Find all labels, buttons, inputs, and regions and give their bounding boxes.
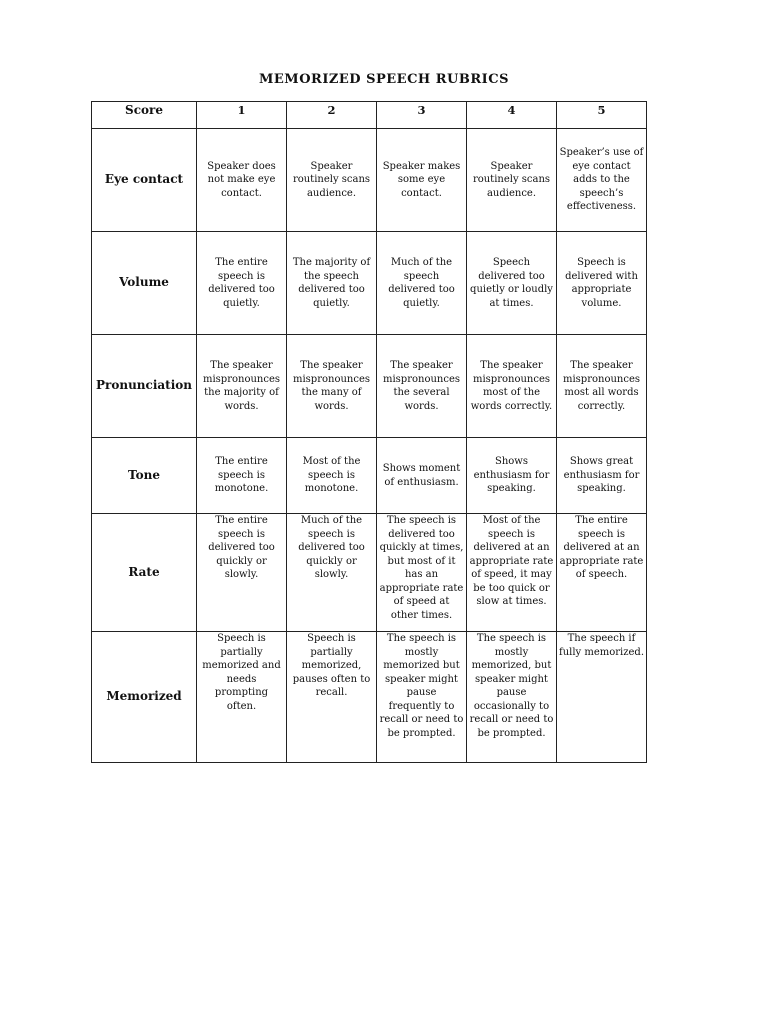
rubric-cell: The speech if fully memorized. — [557, 632, 647, 763]
rubric-cell: The entire speech is delivered too quickly or slowly. — [197, 514, 287, 632]
rubric-cell: The speech is delivered too quickly at times, but most of it has an appropriate rate of speed at other times. — [377, 514, 467, 632]
rubric-cell: Speech is delivered with appropriate volume. — [557, 232, 647, 335]
rubric-cell: Speech delivered too quietly or loudly at times. — [467, 232, 557, 335]
rubric-cell: Speech is partially memorized, pauses often to recall. — [287, 632, 377, 763]
criterion-label: Memorized — [92, 632, 197, 763]
rubric-cell: The speaker mispronounces most all words correctly. — [557, 335, 647, 438]
row-volume — [92, 232, 647, 335]
rubric-cell: The speaker mispronounces the majority of words. — [197, 335, 287, 438]
rubric-cell: The speaker mispronounces the several words. — [377, 335, 467, 438]
rubric-cell: Speaker makes some eye contact. — [377, 129, 467, 232]
criterion-label: Tone — [92, 438, 197, 514]
header-score-2: 2 — [287, 102, 377, 129]
rubric-cell: Speaker’s use of eye contact adds to the speech’s effectiveness. — [557, 129, 647, 232]
header-score-4: 4 — [467, 102, 557, 129]
criterion-label: Pronunciation — [92, 335, 197, 438]
rubric-cell: Speaker routinely scans audience. — [287, 129, 377, 232]
rubric-cell: The entire speech is delivered too quietly. — [197, 232, 287, 335]
rubric-table — [91, 101, 647, 763]
row-rate — [92, 514, 647, 632]
row-eye-contact — [92, 129, 647, 232]
row-memorized — [92, 632, 647, 763]
row-tone — [92, 438, 647, 514]
rubric-cell: The entire speech is delivered at an appropriate rate of speech. — [557, 514, 647, 632]
rubric-cell: Speaker does not make eye contact. — [197, 129, 287, 232]
rubric-cell: Speech is partially memorized and needs prompting often. — [197, 632, 287, 763]
rubric-cell: The speaker mispronounces the many of words. — [287, 335, 377, 438]
header-score: Score — [92, 102, 197, 129]
rubric-cell: Shows great enthusiasm for speaking. — [557, 438, 647, 514]
rubric-cell: The speech is mostly memorized but speaker might pause frequently to recall or need to be prompted. — [377, 632, 467, 763]
criterion-label: Rate — [92, 514, 197, 632]
header-score-3: 3 — [377, 102, 467, 129]
rubric-cell: Most of the speech is delivered at an appropriate rate of speed, it may be too quick or slow at times. — [467, 514, 557, 632]
rubric-cell: The speech is mostly memorized, but speaker might pause occasionally to recall or need to be prompted. — [467, 632, 557, 763]
header-score-5: 5 — [557, 102, 647, 129]
criterion-label: Volume — [92, 232, 197, 335]
rubric-cell: Much of the speech is delivered too quickly or slowly. — [287, 514, 377, 632]
header-score-1: 1 — [197, 102, 287, 129]
row-pronunciation — [92, 335, 647, 438]
rubric-cell: Shows enthusiasm for speaking. — [467, 438, 557, 514]
rubric-cell: The majority of the speech delivered too quietly. — [287, 232, 377, 335]
rubric-cell: The entire speech is monotone. — [197, 438, 287, 514]
rubric-cell: Speaker routinely scans audience. — [467, 129, 557, 232]
rubric-cell: Much of the speech delivered too quietly. — [377, 232, 467, 335]
rubric-cell: Shows moment of enthusiasm. — [377, 438, 467, 514]
header-row — [92, 102, 647, 129]
rubric-cell: Most of the speech is monotone. — [287, 438, 377, 514]
document-title: MEMORIZED SPEECH RUBRICS — [259, 72, 509, 87]
criterion-label: Eye contact — [92, 129, 197, 232]
rubric-cell: The speaker mispronounces most of the words correctly. — [467, 335, 557, 438]
